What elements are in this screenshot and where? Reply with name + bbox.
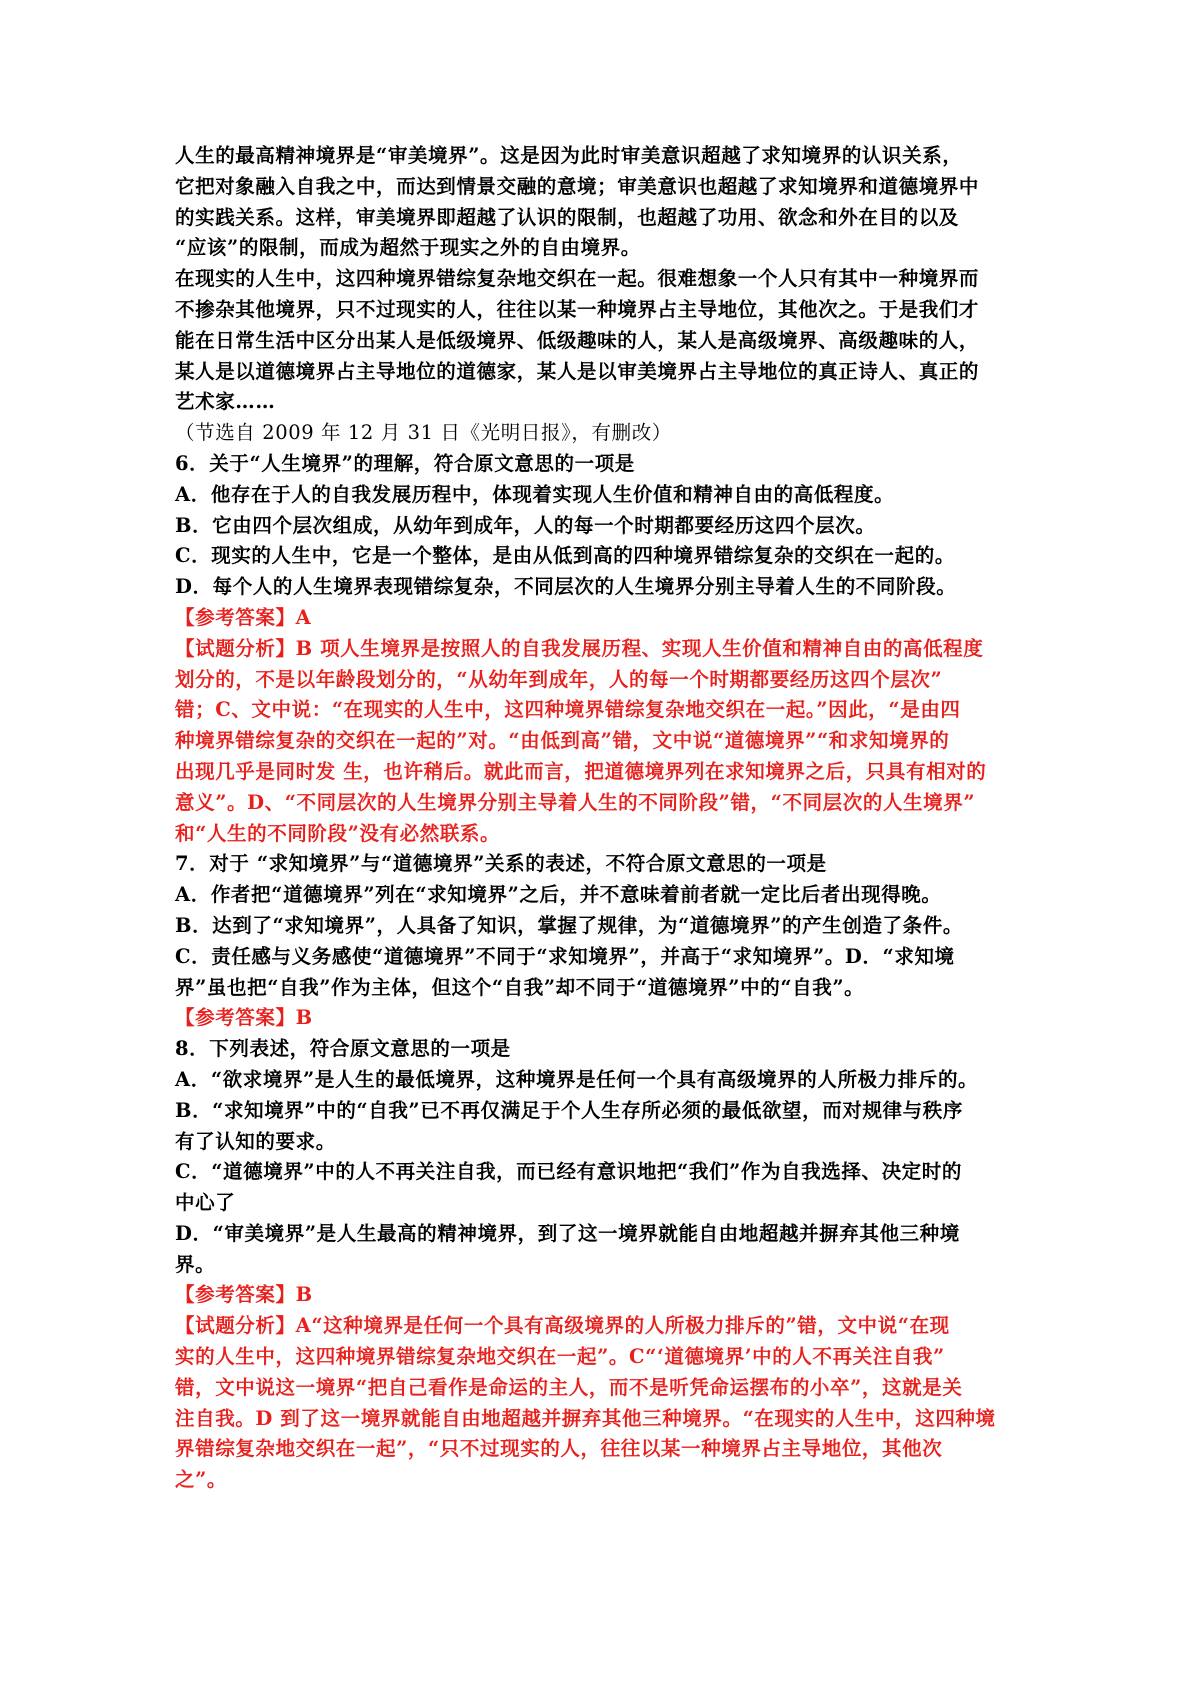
- answer-line: 【参考答案】B: [175, 1006, 313, 1030]
- answer-line: 注自我。D 到了这一境界就能自由地超越并摒弃其他三种境界。“在现实的人生中，这四种境: [175, 1406, 996, 1430]
- text-line: A．“欲求境界”是人生的最低境界，这种境界是任何一个具有高级境界的人所极力排斥的。: [175, 1067, 979, 1091]
- text-line: 6．关于“人生境界”的理解，符合原文意思的一项是: [175, 451, 635, 475]
- answer-line: 【试题分析】A“这种境界是任何一个具有高级境界的人所极力排斥的”错，文中说“在现: [175, 1314, 950, 1338]
- answer-line: 出现几乎是同时发 生，也许稍后。就此而言，把道德境界列在求知境界之后，只具有相对的: [175, 759, 987, 783]
- answer-line: 和“人生的不同阶段”没有必然联系。: [175, 821, 501, 845]
- answer-line: 错，文中说这一境界“把自己看作是命运的主人，而不是听凭命运摆布的小卒”，这就是关: [175, 1375, 963, 1399]
- text-line: 它把对象融入自我之中，而达到情景交融的意境；审美意识也超越了求知境界和道德境界中: [175, 174, 980, 198]
- text-line: C．责任感与义务感使“道德境界”不同于“求知境界”，并高于“求知境界”。D．“求知境: [175, 944, 955, 968]
- text-line: 能在日常生活中区分出某人是低级境界、低级趣味的人，某人是高级境界、高级趣味的人，: [175, 328, 980, 352]
- answer-line: 【参考答案】B: [175, 1283, 313, 1307]
- text-line: D．每个人的人生境界表现错综复杂，不同层次的人生境界分别主导着人生的不同阶段。: [175, 575, 957, 599]
- text-line: 在现实的人生中，这四种境界错综复杂地交织在一起。很难想象一个人只有其中一种境界而: [175, 267, 980, 291]
- text-line: A．他存在于人的自我发展历程中，体现着实现人生价值和精神自由的高低程度。: [175, 482, 895, 506]
- text-line: 人生的最高精神境界是“审美境界”。这是因为此时审美意识超越了求知境界的认识关系，: [175, 144, 963, 167]
- text-line: D．“审美境界”是人生最高的精神境界，到了这一境界就能自由地超越并摒弃其他三种境: [175, 1221, 960, 1245]
- answer-line: 界错综复杂地交织在一起”，“只不过现实的人，往往以某一种境界占主导地位，其他次: [175, 1437, 943, 1461]
- answer-line: 【试题分析】B 项人生境界是按照人的自我发展历程、实现人生价值和精神自由的高低程度: [175, 636, 984, 660]
- answer-line: 错；C、文中说：“在现实的人生中，这四种境界错综复杂地交织在一起。”因此，“是由四: [175, 698, 961, 722]
- answer-line: 意义”。D、“不同层次的人生境界分别主导着人生的不同阶段”错，“不同层次的人生境界”: [175, 790, 976, 814]
- text-line: 有了认知的要求。: [175, 1129, 336, 1153]
- answer-line: 种境界错综复杂的交织在一起的”对。“由低到高”错，文中说“道德境界”“和求知境界的: [175, 729, 950, 753]
- text-line: “应该”的限制，而成为超然于现实之外的自由境界。: [175, 236, 641, 260]
- document-page: [175, 141, 1035, 1496]
- text-line: 界。: [175, 1252, 216, 1276]
- text-line: 界”虽也把“自我”作为主体，但这个“自我”却不同于“道德境界”中的“自我”。: [175, 975, 865, 999]
- answer-line: 划分的，不是以年龄段划分的，“从幼年到成年，人的每一个时期都要经历这四个层次”: [175, 667, 943, 691]
- text-line: 8．下列表述，符合原文意思的一项是: [175, 1037, 511, 1061]
- text-line: C．现实的人生中，它是一个整体，是由从低到高的四种境界错综复杂的交织在一起的。: [175, 544, 955, 568]
- text-line: （节选自 2009 年 12 月 31 日《光明日报》，有删改）: [175, 421, 672, 445]
- text-line: B．达到了“求知境界”，人具备了知识，掌握了规律，为“道德境界”的产生创造了条件。: [175, 913, 963, 937]
- answer-line: 【参考答案】A: [175, 605, 312, 629]
- text-line: C．“道德境界”中的人不再关注自我，而已经有意识地把“我们”作为自我选择、决定时的: [175, 1160, 962, 1184]
- text-line: A．作者把“道德境界”列在“求知境界”之后，并不意味着前者就一定比后者出现得晚。: [175, 883, 942, 907]
- text-line: 中心了: [175, 1191, 236, 1215]
- text-line: 不掺杂其他境界，只不过现实的人，往往以某一种境界占主导地位，其他次之。于是我们才: [175, 297, 980, 321]
- text-line: 7．对于 “求知境界”与“道德境界”关系的表述，不符合原文意思的一项是: [175, 852, 827, 876]
- text-line: B．它由四个层次组成，从幼年到成年，人的每一个时期都要经历这四个层次。: [175, 513, 876, 537]
- answer-line: 实的人生中，这四种境界错综复杂地交织在一起”。C“‘道德境界’中的人不再关注自我”: [175, 1345, 945, 1369]
- text-line: 某人是以道德境界占主导地位的道德家，某人是以审美境界占主导地位的真正诗人、真正的: [175, 359, 980, 383]
- text-line: B．“求知境界”中的“自我”已不再仅满足于个人生存所必须的最低欲望，而对规律与秩序: [175, 1098, 963, 1122]
- text-line: 的实践关系。这样，审美境界即超越了认识的限制，也超越了功用、欲念和外在目的以及: [175, 205, 959, 229]
- answer-line: 之”。: [175, 1468, 228, 1492]
- text-line: 艺术家……: [175, 390, 276, 414]
